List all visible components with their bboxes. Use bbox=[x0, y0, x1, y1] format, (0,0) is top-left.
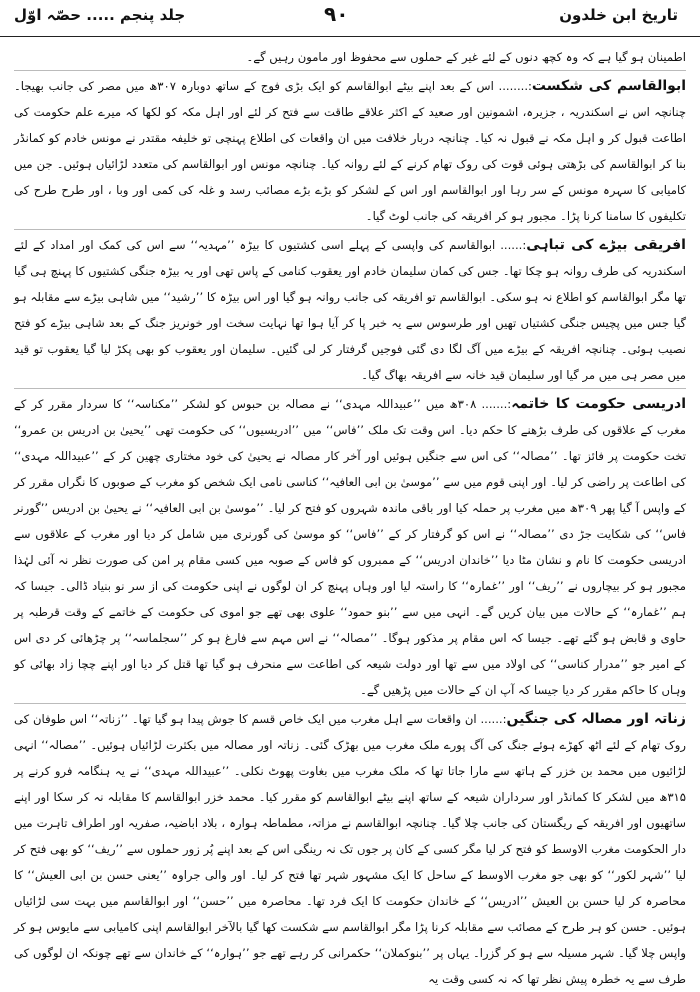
page-header bbox=[0, 0, 700, 37]
section-heading: ادریسی حکومت کا خاتمہ bbox=[511, 396, 687, 412]
section-abulqasim-defeat bbox=[14, 70, 686, 229]
section-zanata-wars bbox=[14, 703, 686, 992]
page-body bbox=[14, 44, 686, 992]
section-text: :...... ان واقعات سے اہل مغرب میں ایک خاص قسم کا جوش پیدا ہو گیا تھا۔ ’’زناتہ‘‘ اس طوفان کی روک تھام کے لئے اٹھ کھڑے ہوئے جنگ کی آگ پورے ملک مغرب میں بھڑک گئی۔ زناتہ اور مصالہ میں بکثرت لڑائیاں ہوئیں۔ ’’مصالہ‘‘ انہی لڑائیوں میں محمد بن خزر کے ہاتھ سے مارا جاتا تھا کہ ملک مغرب میں بغاوت پھوٹ نکلی۔ ’’عبیداللہ مہدی‘‘ نے یہ ہنگامہ فرو کرنے پر ۳۱۵ھ میں لشکر کا کمانڈر اور سرداران شیعہ کے ساتھ اپنے بیٹے ابوالقاسم کو مقرر کیا۔ محمد خزر ابوالقاسم کا مقابلہ نہ کر سکا اور اپنے ساتھیوں اور افریقہ کے ریگستان کی جانب چلا گیا۔ چنانچہ ابوالقاسم نے مزاتہ، مطماطہ ہوارہ ، بلاد اباضیہ، صفریہ اور اطراف تاہرت میں دار الحکومت مغرب الاوسط کو فتح کر لیا مگر کسی کے کان پر جوں تک نہ رینگی اس کے بعد اپنے پُر زور حملوں سے ’’ریف‘‘ کو بھی فتح کر لیا ’’شہر لکور‘‘ کو بھی جو مغرب الاوسط کے ساحل کا ایک مشہور شہر تھا فتح کر لیا۔ اور والی جراوہ ’’یعنی حسن بن ابی العیش‘‘ کا محاصرہ کر لیا حسن بن العیش ’’ادریس‘‘ کے خاندان حکومت کا ایک فرد تھا۔ محاصرہ میں ’’حسن‘‘ اور ابوالقاسم میں بہت سی لڑائیاں ہوئیں۔ حسن کو ہر طرح کے مصائب سے مقابلہ کرنا پڑا مگر ابوالقاسم سے شکست کھا گیا بالآخر ابوالقاسم اپنی کامیابی سے مایوس ہو کر واپس چلا گیا۔ شہر مسیلہ سے ہو کر گزرا۔ یہاں پر ’’بنوکملان‘‘ حکمرانی کر رہے تھے جو ’’ہوارہ‘‘ کے خاندان سے تھے چونکہ ان لوگوں کی طرف سے یہ خطرہ پیش نظر تھا کہ نہ کسی وقت یہ bbox=[14, 712, 686, 986]
section-heading: افریقی بیڑے کی تباہی bbox=[526, 237, 686, 253]
section-idrisid-end bbox=[14, 388, 686, 703]
book-title: تاریخ ابن خلدون bbox=[559, 6, 678, 24]
section-text: :........ اس کے بعد اپنے بیٹے ابوالقاسم کو ایک بڑی فوج کے ساتھ دوبارہ ۳۰۷ھ میں مصر کی جانب بھیجا۔ چنانچہ اس نے اسکندریہ ، جزیرہ، اشمونین اور صعید کے اکثر علاقے طاقت سے فتح کر لئے اور اہل مکہ کو لکھا کہ میرے علم حکومت کی اطاعت قبول کر و اہل مکہ نے قبول نہ کیا۔ چنانچہ دربار خلافت میں ان واقعات کی اطلاع پہنچی تو خلیفہ مقتدر نے مونس خادم کو کمانڈر بنا کر ابوالقاسم کی بڑھتی ہوئی قوت کی روک تھام کرنے کے لئے روانہ کیا۔ چنانچہ مونس اور ابوالقاسم کی متعدد لڑائیاں ہوئیں۔ جن میں کامیابی کا سہرہ مونس کے سر رہا اور ابوالقاسم اور اس کے لشکر کو بڑے بڑے مصائب رسد و غلہ کی کمی اور وبا ، اور طرح طرح کی تکلیفوں کا سامنا کرنا پڑا۔ مجبور ہو کر افریقہ کی جانب لوٹ گیا۔ bbox=[14, 79, 686, 223]
section-african-fleet bbox=[14, 229, 686, 388]
intro-paragraph: اطمینان ہو گیا ہے کہ وہ کچھ دنوں کے لئے غیر کے حملوں سے محفوظ اور مامون رہیں گے۔ bbox=[246, 50, 686, 64]
volume-label: جلد پنجم ..... حصّہ اوّل bbox=[14, 6, 186, 24]
section-text: :....... ۳۰۸ھ میں ’’عبیداللہ مہدی‘‘ نے مصالہ بن حبوس کو لشکر ’’مکناسہ‘‘ کا سردار مقرر کر کے مغرب کے علاقوں کی طرف بڑھنے کا حکم دیا۔ اس وقت تک ملک ’’فاس‘‘ میں ’’ادریسیوں‘‘ کی حکومت تھی ’’یحییٰ بن ادریس بن عمرو‘‘ تخت حکومت پر فائز تھا۔ ’’مصالہ‘‘ کی اس سے جنگیں ہوئیں اور آخر کار مصالہ نے یحییٰ کی خود مختاری چھین کر کے ’’عبیداللہ مہدی‘‘ کی اطاعت پر راضی کر لیا۔ اور اپنی قوم میں سے ’’موسیٰ بن ابی العافیہ‘‘ کناسی نامی ایک شخص کو مغرب کے صوبوں کا نگراں مقرر کر کے واپس آ گیا پھر ۳۰۹ھ میں مغرب پر حملہ کیا اور باقی ماندہ شہروں کو فتح کر لیا۔ ’’موسیٰ بن ابی العافیہ‘‘ نے یحییٰ بن ادریس ’’گورنر فاس‘‘ کی شکایت جڑ دی ’’مصالہ‘‘ نے اس کو گرفتار کر کے ’’فاس‘‘ کو موسیٰ کی گورنری میں شامل کر دیا اور مغرب کے علاقوں سے ادریسی حکومت کا نام و نشان مٹا دیا ’’خاندان ادریس‘‘ کے ممبروں کو فاس کے صوبہ میں کسی مقام پر امن کی صورت نظر نہ آئی لہٰذا مجبور ہو کر بیچاروں نے ’’ریف‘‘ اور ’’غمارہ‘‘ کا راستہ لیا اور وہاں پہنچ کر ان لوگوں نے اپنی حکومت کی از سر نو بنیاد ڈالی۔ جیسا کہ ہم ’’غمارہ‘‘ کے حالات میں بیان کریں گے۔ انہی میں سے ’’بنو حمود‘‘ علوی بھی تھے جو اموی کی حکومت کے خاتمے کے وقت قرطبہ پر حاوی و قابض ہو گئے تھے۔ جیسا کہ اس مقام پر مذکور ہوگا۔ ’’مصالہ‘‘ نے اس مہم سے فارغ ہو کر ’’سجلماسہ‘‘ پر چڑھائی کر دی اس کے امیر جو ’’مدرار کناسی‘‘ کی اولاد میں سے تھا اور دولت شیعہ کی اطاعت سے منحرف ہو گیا تھا قتل کر دیا اور اپنے چچا زاد بھائی کو وہاں کا حاکم مقرر کر دیا جیسا کہ آپ ان کے حالات میں پڑھیں گے۔ bbox=[14, 397, 686, 697]
section-text: :...... ابوالقاسم کی واپسی کے پہلے اسی کشتیوں کا بیڑہ ’’مہدیہ‘‘ سے اس کی کمک اور امداد کے لئے اسکندریہ کی طرف روانہ ہو چکا تھا۔ جس کی کمان سلیمان خادم اور یعقوب کنامی کے پاس تھی اور یہ بیڑہ جنگی کشتیوں کا پہنچ ہی گیا تھا مگر ابوالقاسم کو اطلاع نہ ہو سکی۔ ابوالقاسم تو افریقہ کی جانب روانہ ہو گیا اور اس بیڑہ کا ’’رشید‘‘ میں شاہی بیڑے سے مقابلہ ہو گیا جس میں پچیس جنگی کشتیاں تھیں اور طرسوس سے یہ خبر پا کر آیا ہوا تھا نہایت سخت اور خونریز جنگ کے بعد شاہی بیڑے کو فتح نصیب ہوئی۔ چنانچہ افریقہ کے بیڑے میں آگ لگا دی گئی فوجیں گرفتار کر لی گئیں۔ سلیمان اور یعقوب کو بھی پکڑ لیا گیا یعقوب تو قید میں مصر ہی میں مر گیا اور سلیمان قید خانہ سے افریقہ بھاگ گیا۔ bbox=[14, 238, 686, 382]
page-number: ۹۰ bbox=[324, 2, 349, 26]
section-heading: زناتہ اور مصالہ کی جنگیں bbox=[506, 711, 686, 727]
section-heading: ابوالقاسم کی شکست bbox=[531, 78, 686, 94]
